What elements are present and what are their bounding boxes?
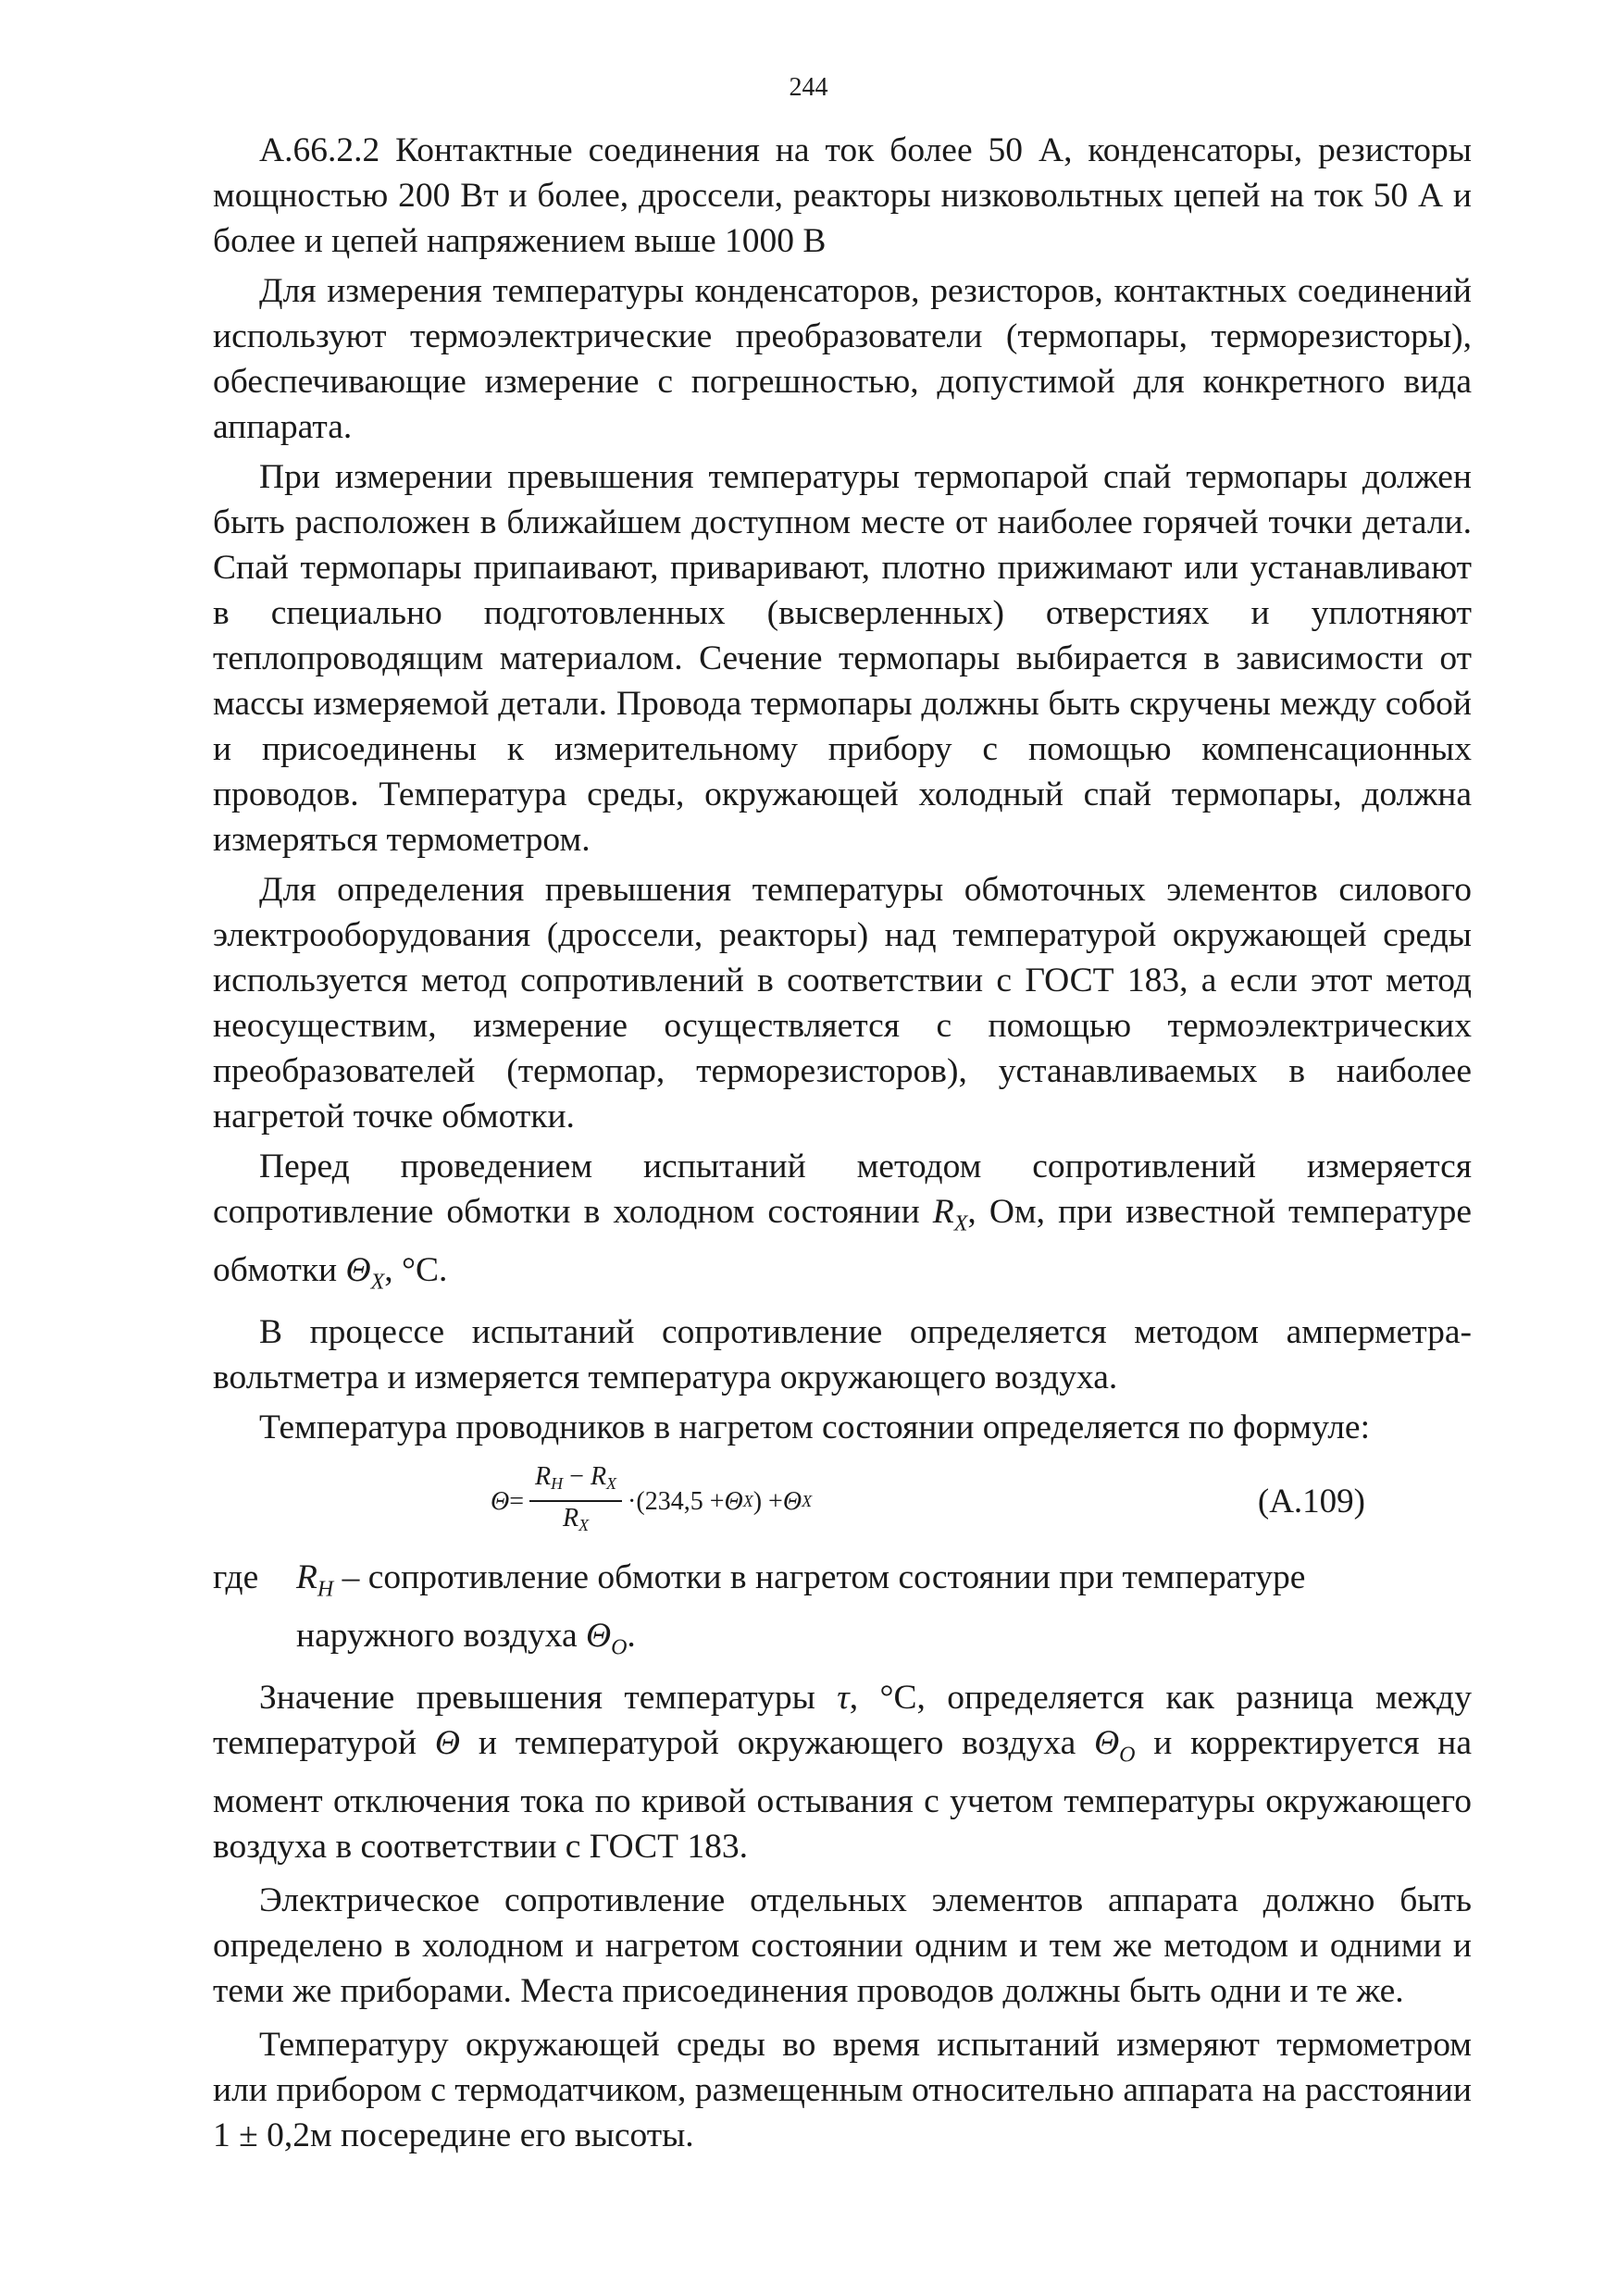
paragraph-formula-intro: Температура проводников в нагретом состоянии определяется по формуле: xyxy=(259,1409,1370,1446)
page-number: 244 xyxy=(789,73,828,102)
equation-a109 xyxy=(213,1455,1472,1547)
where-clause xyxy=(213,1555,1472,1670)
section-heading: А.66.2.2 Контактные соединения на ток более 50 А, конденсаторы, резисторы мощностью 200 Вт и более, дроссели, реакторы низковольтных цепей на ток 50 А и более и цепей напряжением выше 1000 В xyxy=(213,131,1472,260)
formula: Θ = $\frac{R_H - R_X}{R_X}$ ·(234,5 + Θ X ) + Θ X xyxy=(491,1457,812,1545)
paragraph-test-process: В процессе испытаний сопротивление определяется методом амперметра-вольтметра и измеряется температура окружающего воздуха. xyxy=(213,1313,1472,1396)
paragraph-thermocouple: При измерении превышения температуры термопарой спай термопары должен быть расположен в ближайшем доступном месте от наиболее горячей точки детали. Спай термопары припаивают, приваривают, плотно прижимают или устанавливают в специально подготовленных (высверленных) отверстиях и уплотняют теплопроводящим материалом. Сечение термопары выбирается в зависимости от массы измеряемой детали. Провода термопары должны быть скручены между собой и присоединены к измерительному прибору с помощью компенсационных проводов. Температура среды, окружающей холодный спай термопары, должна измеряться термометром. xyxy=(213,458,1472,859)
where-definition: $R_H$ – сопротивление обмотки в нагретом состоянии при температуре наружного воздуха $\Theta_O$. xyxy=(296,1558,1306,1659)
body-text xyxy=(213,128,1472,2158)
equation-number: (А.109) xyxy=(1257,1483,1365,1520)
paragraph-ambient-temperature: Температуру окружающей среды во время испытаний измеряют термометром или прибором с термодатчиком, размещенным относительно аппарата на расстоянии 1 ± 0,2м посередине его высоты. xyxy=(213,2025,1472,2154)
paragraph-sensors: Для измерения температуры конденсаторов, резисторов, контактных соединений используют термоэлектрические преобразователи (термопары, терморезисторы), обеспечивающие измерение с погрешностью, допустимой для конкретного вида аппарата. xyxy=(213,272,1472,446)
paragraph-resistance-measurement: Электрическое сопротивление отдельных элементов аппарата должно быть определено в холодном и нагретом состоянии одним и тем же методом и одними и теми же приборами. Места присоединения проводов должны быть одни и те же. xyxy=(213,1880,1472,2010)
where-word: где xyxy=(213,1558,259,1596)
paragraph-temperature-rise: Значение превышения температуры τ, °С, определяется как разница между температурой Θ и температурой окружающего воздуха $\Theta_O$ и корректируется на момент отключения тока по кривой остывания с учетом температуры окружающего воздуха в соответствии с ГОСТ 183. xyxy=(213,1679,1472,1866)
paragraph-cold-resistance: Перед проведением испытаний методом сопротивлений измеряется сопротивление обмотки в холодном состоянии $R_X$, Ом, при известной температуре обмотки $\Theta_X$, °С. xyxy=(213,1148,1472,1294)
paragraph-winding-method: Для определения превышения температуры обмоточных элементов силового электрооборудования (дроссели, реакторы) над температурой окружающей среды используется метод сопротивлений в соответствии с ГОСТ 183, а если этот метод неосуществим, измерение осуществляется с помощью термоэлектрических преобразователей (термопар, терморезисторов), устанавливаемых в наиболее нагретой точке обмотки. xyxy=(213,871,1472,1136)
formula-fraction: $\frac{R_H - R_X}{R_X}$ xyxy=(529,1460,622,1542)
